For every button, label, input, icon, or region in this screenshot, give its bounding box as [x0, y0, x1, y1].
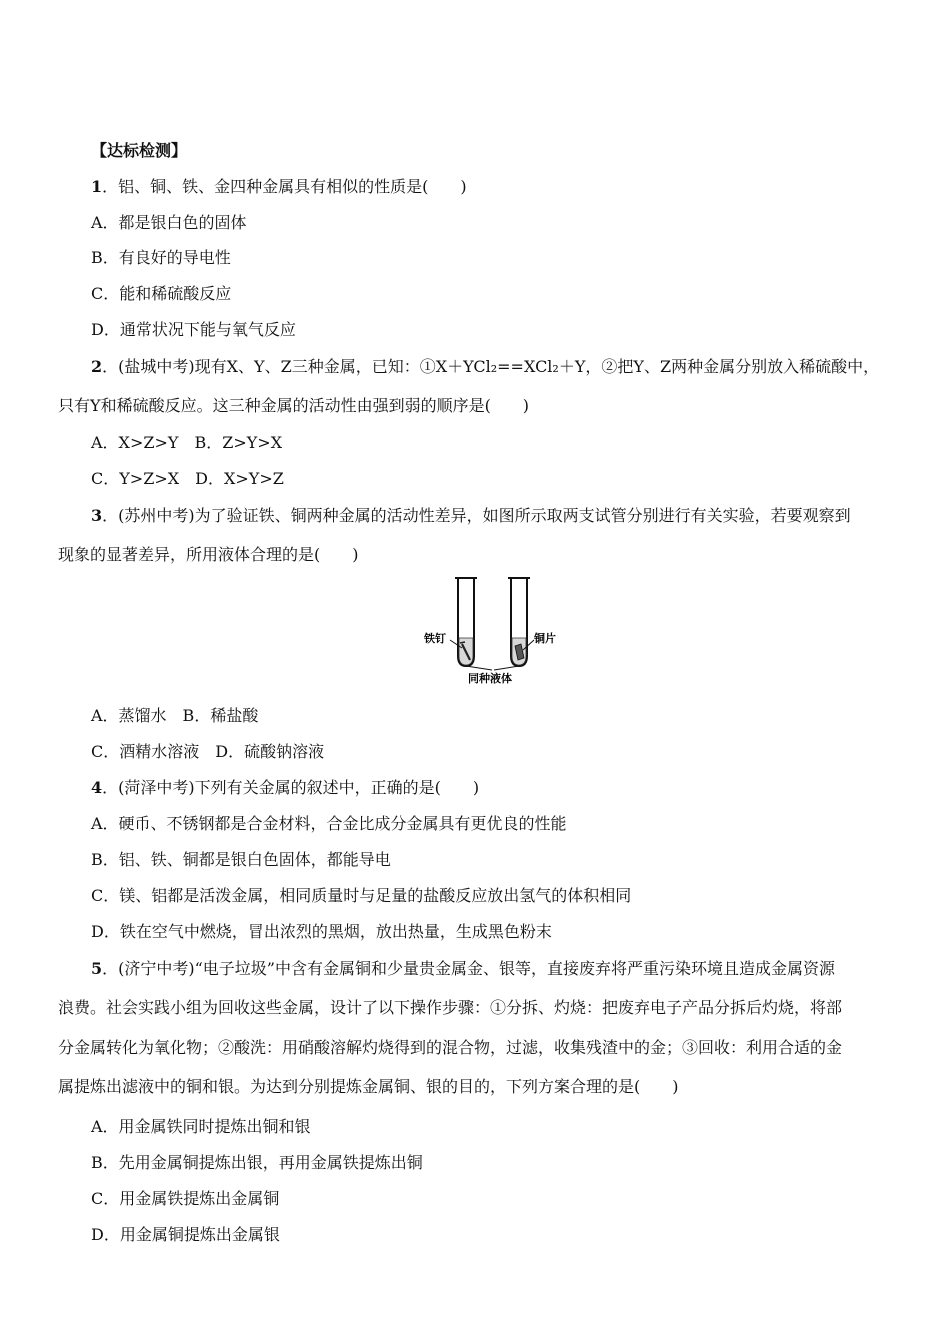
q4-option-c: C．镁、铝都是活泼金属，相同质量时与足量的盐酸反应放出氢气的体积相同 — [91, 886, 632, 905]
question-text: ．(菏泽中考)下列有关金属的叙述中，正确的是( ) — [102, 778, 480, 797]
q5-option-a: A．用金属铁同时提炼出铜和银 — [91, 1117, 311, 1136]
question-text: ．(苏州中考)为了验证铁、铜两种金属的活动性差异，如图所示取两支试管分别进行有关实验，若要观察到 — [102, 506, 851, 525]
q1-option-b: B．有良好的导电性 — [91, 248, 231, 267]
question-text: ．(盐城中考)现有X、Y、Z三种金属，已知：①X＋YCl₂==XCl₂＋Y，②把Y、Z两种金属分别放入稀硫酸中， — [102, 357, 880, 376]
test-tubes-diagram — [420, 574, 570, 686]
q4-option-d: D．铁在空气中燃烧，冒出浓烈的黑烟，放出热量，生成黑色粉末 — [91, 922, 552, 941]
question-3-stem-line-1 — [91, 506, 851, 526]
copper-sheet-label: 铜片 — [534, 632, 556, 645]
q1-option-c: C．能和稀硫酸反应 — [91, 284, 232, 303]
question-5-stem-line-4: 属提炼出滤液中的铜和银。为达到分别提炼金属铜、银的目的，下列方案合理的是( ) — [58, 1077, 679, 1096]
question-3-stem-line-2: 现象的显著差异，所用液体合理的是( ) — [58, 545, 359, 564]
question-number: 5 — [91, 959, 103, 978]
question-number: 3 — [91, 506, 103, 525]
q3-options-cd: C．酒精水溶液 D．硫酸钠溶液 — [91, 742, 325, 761]
test-tubes-figure — [420, 574, 570, 686]
question-5-stem-line-3: 分金属转化为氧化物；②酸洗：用硝酸溶解灼烧得到的混合物，过滤，收集残渣中的金；③回收：利用合适的金 — [58, 1038, 843, 1057]
question-1-stem — [91, 177, 467, 197]
question-5-stem-line-2: 浪费。社会实践小组为回收这些金属，设计了以下操作步骤：①分拆、灼烧：把废弃电子产品分拆后灼烧，将部 — [58, 998, 843, 1017]
same-liquid-label: 同种液体 — [468, 672, 512, 685]
question-4-stem — [91, 778, 479, 798]
iron-nail-label: 铁钉 — [424, 632, 446, 645]
q4-option-b: B．铝、铁、铜都是银白色固体，都能导电 — [91, 850, 391, 869]
liquid-leader-left — [466, 666, 492, 670]
q1-option-a: A．都是银白色的固体 — [91, 213, 247, 232]
liquid-leader-right — [494, 666, 519, 670]
q3-options-ab: A．蒸馏水 B．稀盐酸 — [91, 706, 259, 725]
question-number: 1 — [91, 177, 103, 196]
q2-options-ab: A．X>Z>Y B．Z>Y>X — [91, 433, 283, 452]
question-2-stem-line-1 — [91, 357, 879, 377]
q4-option-a: A．硬币、不锈钢都是合金材料，合金比成分金属具有更优良的性能 — [91, 814, 567, 833]
q2-options-cd: C．Y>Z>X D．X>Y>Z — [91, 469, 284, 488]
question-number: 4 — [91, 778, 103, 797]
question-2-stem-line-2: 只有Y和稀硫酸反应。这三种金属的活动性由强到弱的顺序是( ) — [58, 396, 530, 415]
question-text: ．(济宁中考)“电子垃圾”中含有金属铜和少量贵金属金、银等，直接废弃将严重污染环境且造成金属资源 — [102, 959, 835, 978]
section-title: 【达标检测】 — [91, 141, 188, 160]
q1-option-d: D．通常状况下能与氧气反应 — [91, 320, 296, 339]
question-number: 2 — [91, 357, 103, 376]
q5-option-d: D．用金属铜提炼出金属银 — [91, 1225, 280, 1244]
question-text: ．铝、铜、铁、金四种金属具有相似的性质是( ) — [102, 177, 467, 196]
q5-option-b: B．先用金属铜提炼出银，再用金属铁提炼出铜 — [91, 1153, 423, 1172]
q5-option-c: C．用金属铁提炼出金属铜 — [91, 1189, 280, 1208]
question-5-stem-line-1 — [91, 959, 835, 979]
iron-nail-head — [460, 642, 465, 643]
